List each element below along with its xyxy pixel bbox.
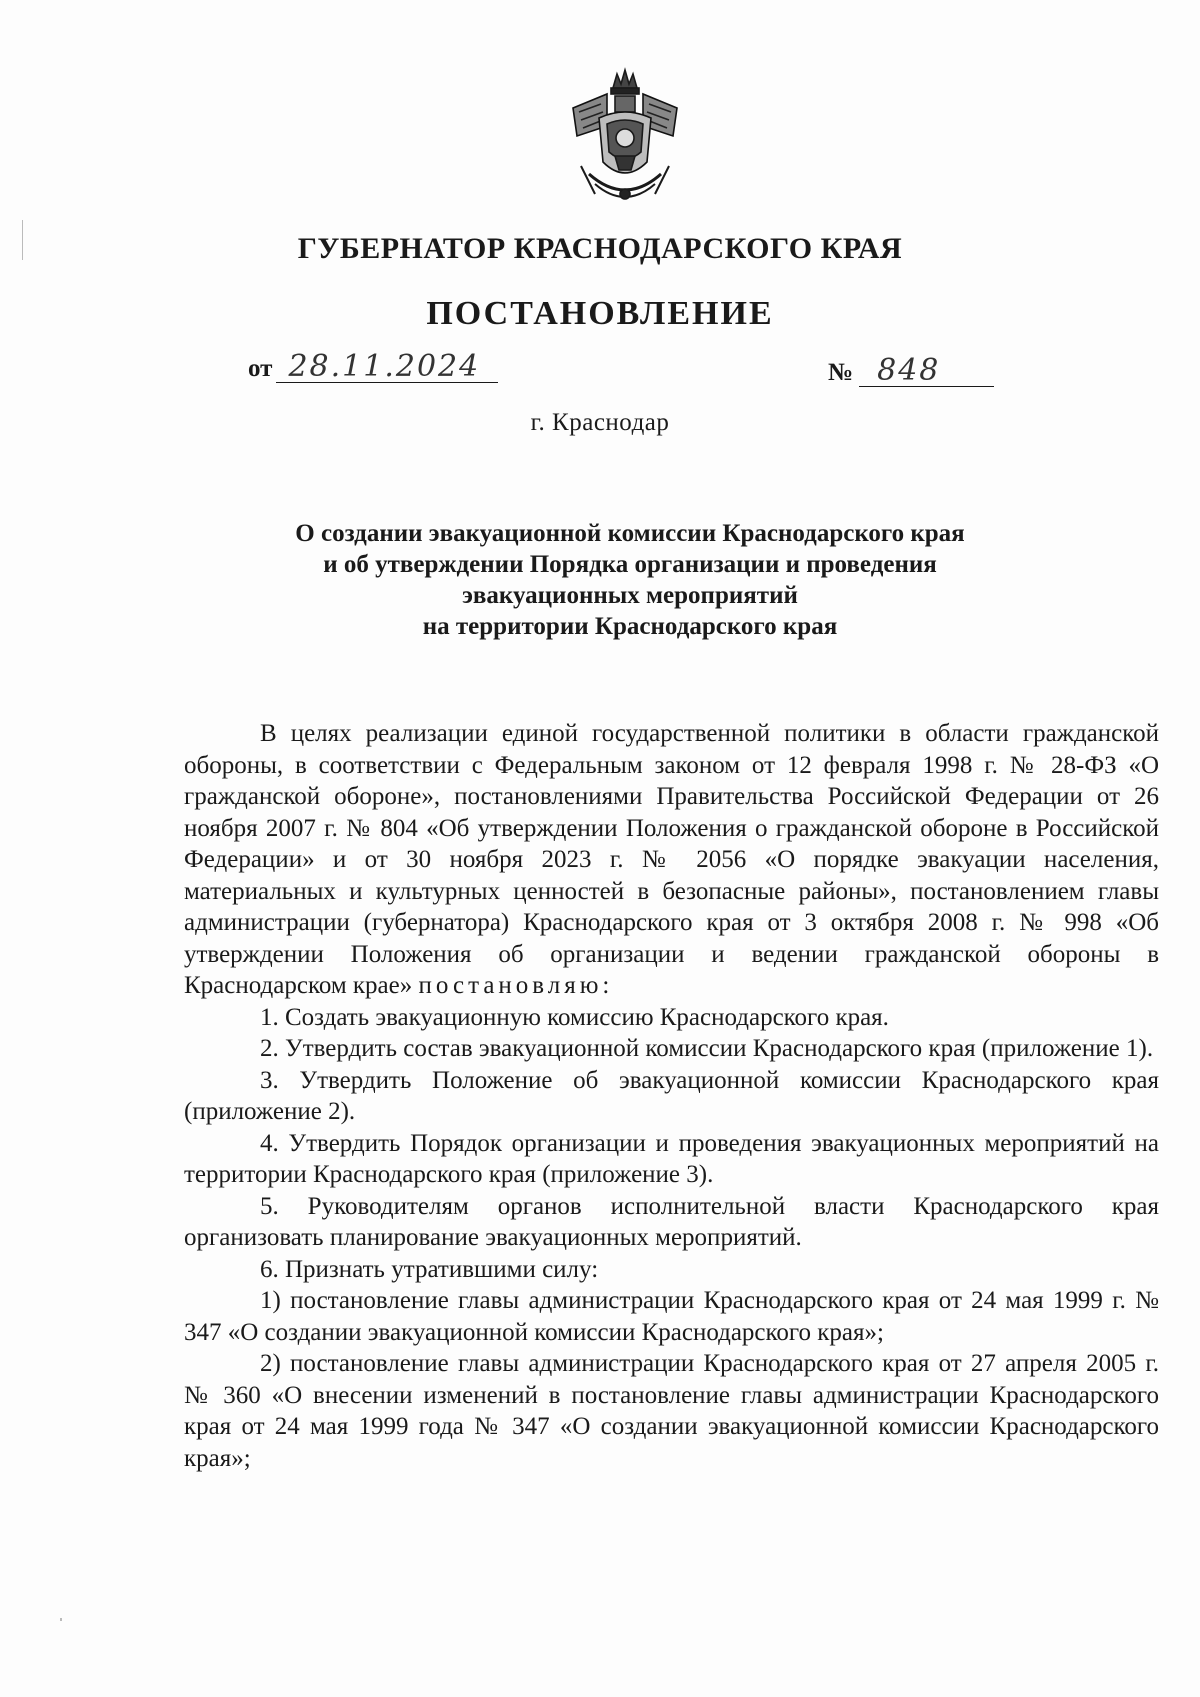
preamble-text: В целях реализации единой государственной политики в области гражданской обороны, в соответствии с Федеральным законом от 12 февраля 1998 г. № 28-ФЗ «О гражданской обороне», постановлениями Правительства Российской Федерации от 26 ноября 2007 г. № 804 «Об утверждении Положения о гражданской обороне в Российской Федерации» и от 30 ноября 2023 г. № 2056 «О порядке эвакуации населения, материальных и культурных ценностей в безопасные районы», постановлением главы администрации (губернатора) Краснодарского края от 3 октября 2008 г. № 998 «Об утверждении Положения об организации и ведении гражданской обороны в Краснодарском крае» — [184, 720, 1159, 999]
decree-word: постановляю: — [418, 972, 614, 999]
handwritten-date: 28.11.2024 — [276, 352, 498, 383]
coat-of-arms-emblem — [555, 66, 695, 212]
preamble-paragraph — [184, 718, 1159, 1002]
title-line: и об утверждении Порядка организации и проведения — [323, 551, 937, 578]
number-prefix: № — [828, 359, 854, 386]
issuing-authority: ГУБЕРНАТОР КРАСНОДАРСКОГО КРАЯ — [297, 232, 903, 265]
date-field — [248, 349, 498, 384]
scan-edge-mark — [22, 220, 23, 260]
title-line: эвакуационных мероприятий — [462, 582, 798, 609]
clause: 6. Признать утратившими силу: — [260, 1255, 599, 1283]
sub-clause: 1) постановление главы администрации Краснодарского края от 24 мая 1999 г. № 347 «О создании эвакуационной комиссии Краснодарского края»; — [184, 1287, 1159, 1346]
document-title — [210, 518, 1050, 642]
scan-edge-mark — [60, 1618, 62, 1621]
handwritten-number: 848 — [859, 356, 994, 387]
title-line: О создании эвакуационной комиссии Краснодарского края — [295, 520, 965, 547]
clause: 3. Утвердить Положение об эвакуационной комиссии Краснодарского края (приложение 2). — [184, 1066, 1159, 1125]
clause: 4. Утвердить Порядок организации и проведения эвакуационных мероприятий на территории Краснодарского края (приложение 3). — [184, 1129, 1159, 1188]
clause: 1. Создать эвакуационную комиссию Краснодарского края. — [260, 1003, 889, 1031]
title-line: на территории Краснодарского края — [422, 613, 838, 640]
number-field — [828, 353, 994, 388]
date-prefix: от — [248, 355, 273, 382]
document-type: ПОСТАНОВЛЕНИЕ — [426, 295, 774, 332]
sub-clause: 2) постановление главы администрации Краснодарского края от 27 апреля 2005 г. № 360 «О внесении изменений в постановление главы администрации Краснодарского края от 24 мая 1999 года № 347 «О создании эвакуационной комиссии Краснодарского края»; — [184, 1350, 1159, 1472]
document-body — [184, 718, 1159, 1474]
clause: 2. Утвердить состав эвакуационной комиссии Краснодарского края (приложение 1). — [260, 1035, 1154, 1062]
clause: 5. Руководителям органов исполнительной власти Краснодарского края организовать планирование эвакуационных мероприятий. — [184, 1192, 1159, 1251]
city: г. Краснодар — [530, 409, 670, 436]
